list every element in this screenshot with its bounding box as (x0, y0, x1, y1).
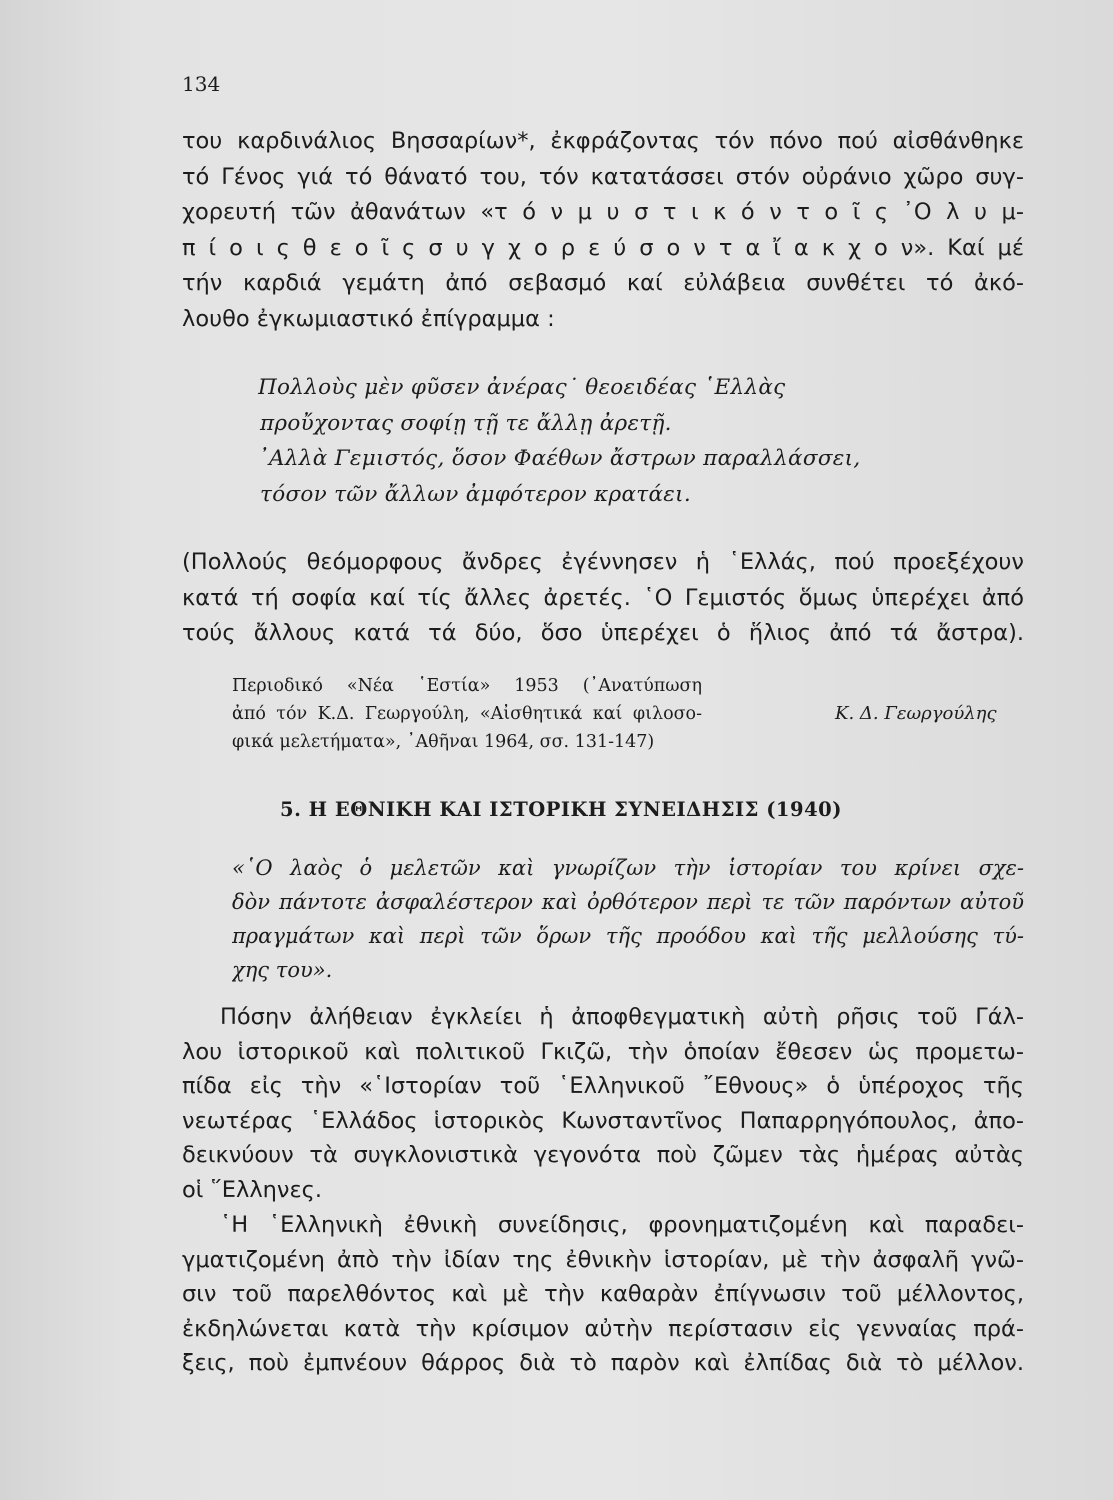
paragraph-line: σιν τοῦ παρελθόντος καὶ μὲ τὴν καθαρὰν ἐπίγνωσιν τοῦ μέλλοντος, (182, 1281, 1024, 1307)
source-citation (232, 672, 702, 756)
translation-line: τούς ἄλλους κατά τά δύο, ὅσο ὑπερέχει ὁ ἥλιος ἀπό τά ἄστρα). (182, 620, 1024, 647)
paragraph-line: πίδα εἰς τὴν «῾Ιστορίαν τοῦ ῾Ελληνικοῦ ῎Εθνους» ὁ ὑπέροχος τῆς (182, 1073, 1024, 1099)
paragraph-line: του καρδινάλιος Βησσαρίων*, ἐκφράζοντας τόν πόνο πού αἰσθάνθηκε (182, 128, 1024, 154)
page-number: 134 (182, 72, 221, 96)
guizot-quote (232, 851, 1024, 987)
quote-line: πραγμάτων καὶ περὶ τῶν ὅρων τῆς προόδου καὶ τῆς μελλούσης τύ- (232, 924, 1024, 948)
quote-line: «῾Ο λαὸς ὁ μελετῶν καὶ γνωρίζων τὴν ἱστορίαν του κρίνει σχε- (232, 856, 1024, 880)
quote-line: δὸν πάντοτε ἀσφαλέστερον καὶ ὀρθότερον περὶ τε τῶν παρόντων αὐτοῦ (232, 890, 1024, 914)
poem-line: προὔχοντας σοφίῃ τῇ τε ἄλλῃ ἀρετῇ. (260, 410, 672, 436)
citation-line: φικά μελετήματα», ᾿Αθῆναι 1964, σσ. 131-147) (232, 732, 655, 752)
paragraph-line: λου ἱστορικοῦ καὶ πολιτικοῦ Γκιζῶ, τὴν ὁποίαν ἔθεσεν ὡς προμετω- (182, 1038, 1024, 1065)
translation-line: κατά τή σοφία καί τίς ἄλλες ἀρετές. ῾Ο Γεμιστός ὅμως ὑπερέχει ἀπό (182, 584, 1024, 611)
author-signature: Κ. Δ. Γεωργούλης (835, 703, 997, 724)
paragraph-line: οἱ ῞Ελληνες. (182, 1176, 322, 1203)
paragraph-truth (182, 1000, 1024, 1207)
paragraph-line: ἐκδηλώνεται κατὰ τὴν κρίσιμον αὐτὴν περίστασιν εἰς γενναίας πρά- (182, 1315, 1024, 1342)
section-heading: 5. Η ΕΘΝΙΚΗ ΚΑΙ ΙΣΤΟΡΙΚΗ ΣΥΝΕΙΔΗΣΙΣ (1940) (280, 798, 842, 821)
paragraph-line: γματιζομένη ἀπὸ τὴν ἰδίαν της ἐθνικὴν ἱστορίαν, μὲ τὴν ἀσφαλῆ γνῶ- (182, 1246, 1024, 1273)
paragraph-bessarion (182, 124, 1024, 338)
paragraph-line: δεικνύουν τὰ συγκλονιστικὰ γεγονότα ποὺ ζῶμεν τὰς ἡμέρας αὐτὰς (182, 1142, 1024, 1168)
paragraph-consciousness (182, 1208, 1024, 1381)
paragraph-line: χορευτή τῶν ἀθανάτων «τ ό ν μ υ σ τ ι κ ό ν τ ο ῖ ς ᾿Ο λ υ μ- (182, 199, 1024, 226)
epigram-poem (258, 370, 998, 512)
paragraph-line: λουθο ἐγκωμιαστικό ἐπίγραμμα : (182, 305, 555, 332)
poem-line: τόσον τῶν ἄλλων ἀμφότερον κρατάει. (260, 481, 691, 507)
quote-line: χης του». (232, 958, 333, 982)
paragraph-line: ῾Η ῾Ελληνικὴ ἐθνικὴ συνείδησις, φρονηματιζομένη καὶ παραδει- (220, 1212, 1024, 1238)
poem-line: Πολλοὺς μὲν φῦσεν ἀνέρας˙ θεοειδέας ῾Ελλὰς (258, 375, 786, 400)
epigram-translation (182, 545, 1024, 652)
paragraph-line: τό Γένος γιά τό θάνατό του, τόν κατατάσσει στόν οὐράνιο χῶρο συγ- (182, 163, 1024, 190)
citation-line: ἀπό τόν Κ.Δ. Γεωργούλη, «Αἰσθητικά καί φιλοσο- (232, 704, 702, 724)
poem-line: ᾿Αλλὰ Γεμιστός, ὅσον Φαέθων ἄστρων παραλλάσσει, (258, 446, 861, 471)
paragraph-line: τήν καρδιά γεμάτη ἀπό σεβασμό καί εὐλάβεια συνθέτει τό ἀκό- (182, 270, 1024, 297)
paragraph-line: νεωτέρας ῾Ελλάδος ἱστορικὸς Κωνσταντῖνος Παπαρρηγόπουλος, ἀπο- (182, 1107, 1024, 1134)
paragraph-line: π ί ο ι ς θ ε ο ῖ ς σ υ γ χ ο ρ ε ύ σ ο ν τ α ἴ α κ χ ο ν». Καί μέ (182, 234, 1024, 261)
paragraph-line: Πόσην ἀλήθειαν ἐγκλείει ἡ ἀποφθεγματικὴ αὐτὴ ρῆσις τοῦ Γάλ- (220, 1004, 1024, 1030)
citation-line: Περιοδικό «Νέα ῾Εστία» 1953 (᾿Ανατύπωση (232, 676, 702, 696)
paragraph-line: ξεις, ποὺ ἐμπνέουν θάρρος διὰ τὸ παρὸν καὶ ἐλπίδας διὰ τὸ μέλλον. (182, 1350, 1024, 1376)
translation-line: (Πολλούς θεόμορφους ἄνδρες ἐγέννησεν ἡ ῾Ελλάς, πού προεξέχουν (182, 549, 1024, 575)
